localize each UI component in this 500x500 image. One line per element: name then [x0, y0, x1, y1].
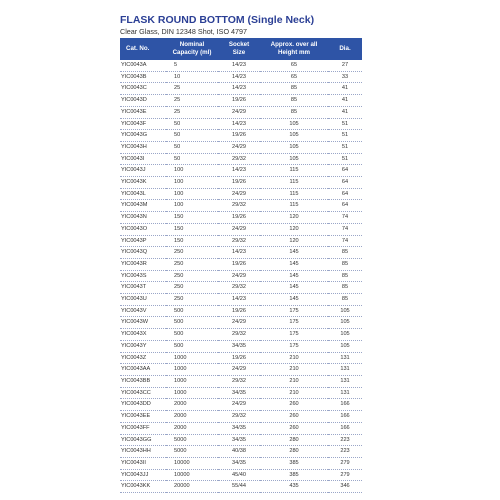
- cell-cat-no: YIC0043FF: [120, 422, 166, 434]
- cell-dia: 74: [328, 212, 362, 224]
- cell-height: 260: [260, 411, 328, 423]
- header-capacity: [166, 38, 218, 60]
- cell-capacity: 250: [166, 258, 218, 270]
- cell-capacity: 25: [166, 95, 218, 107]
- cell-socket-size: 19/26: [218, 305, 260, 317]
- cell-socket-size: 14/23: [218, 83, 260, 95]
- cell-cat-no: YIC0043DD: [120, 399, 166, 411]
- table-row: [120, 247, 362, 259]
- cell-cat-no: YIC0043J: [120, 165, 166, 177]
- cell-socket-size: 24/29: [218, 223, 260, 235]
- table-row: [120, 118, 362, 130]
- cell-height: 175: [260, 317, 328, 329]
- cell-cat-no: YIC0043A: [120, 60, 166, 71]
- cell-cat-no: YIC0043KK: [120, 481, 166, 493]
- cell-socket-size: 45/40: [218, 469, 260, 481]
- cell-socket-size: 19/26: [218, 130, 260, 142]
- header-socket: [218, 38, 260, 60]
- header-capacity-line2: Capacity (ml): [172, 49, 212, 56]
- cell-capacity: 500: [166, 340, 218, 352]
- header-height-line1: Approx. over all: [270, 41, 318, 48]
- cell-height: 210: [260, 387, 328, 399]
- header-dia: Dia.: [328, 38, 362, 60]
- header-cat-no: Cat. No.: [120, 38, 166, 60]
- cell-cat-no: YIC0043P: [120, 235, 166, 247]
- cell-cat-no: YIC0043HH: [120, 446, 166, 458]
- cell-socket-size: 29/32: [218, 375, 260, 387]
- cell-cat-no: YIC0043S: [120, 270, 166, 282]
- cell-capacity: 500: [166, 305, 218, 317]
- cell-capacity: 250: [166, 294, 218, 306]
- cell-height: 120: [260, 212, 328, 224]
- cell-cat-no: YIC0043N: [120, 212, 166, 224]
- cell-cat-no: YIC0043G: [120, 130, 166, 142]
- cell-socket-size: 14/23: [218, 60, 260, 71]
- cell-capacity: 50: [166, 130, 218, 142]
- page-subtitle: Clear Glass, DIN 12348 Shot, ISO 4797: [120, 27, 248, 36]
- cell-socket-size: 29/32: [218, 329, 260, 341]
- cell-cat-no: YIC0043X: [120, 329, 166, 341]
- cell-capacity: 2000: [166, 422, 218, 434]
- cell-socket-size: 29/32: [218, 153, 260, 165]
- cell-height: 210: [260, 364, 328, 376]
- cell-height: 145: [260, 294, 328, 306]
- cell-height: 85: [260, 106, 328, 118]
- cell-cat-no: YIC0043Q: [120, 247, 166, 259]
- cell-socket-size: 14/23: [218, 71, 260, 83]
- table-row: [120, 364, 362, 376]
- cell-socket-size: 24/29: [218, 399, 260, 411]
- table-row: [120, 141, 362, 153]
- cell-dia: 64: [328, 165, 362, 177]
- table-row: [120, 411, 362, 423]
- cell-socket-size: 34/35: [218, 457, 260, 469]
- cell-height: 175: [260, 340, 328, 352]
- table-row: [120, 106, 362, 118]
- cell-height: 120: [260, 235, 328, 247]
- cell-socket-size: 55/44: [218, 481, 260, 493]
- cell-socket-size: 24/29: [218, 364, 260, 376]
- cell-dia: 74: [328, 223, 362, 235]
- cell-socket-size: 19/26: [218, 212, 260, 224]
- cell-dia: 51: [328, 130, 362, 142]
- cell-cat-no: YIC0043JJ: [120, 469, 166, 481]
- table-row: [120, 340, 362, 352]
- cell-dia: 51: [328, 118, 362, 130]
- cell-dia: 131: [328, 364, 362, 376]
- spec-table: [120, 38, 362, 493]
- cell-capacity: 500: [166, 317, 218, 329]
- cell-dia: 85: [328, 294, 362, 306]
- cell-dia: 64: [328, 188, 362, 200]
- cell-height: 115: [260, 200, 328, 212]
- cell-socket-size: 24/29: [218, 188, 260, 200]
- cell-cat-no: YIC0043W: [120, 317, 166, 329]
- cell-cat-no: YIC0043B: [120, 71, 166, 83]
- cell-socket-size: 24/29: [218, 270, 260, 282]
- cell-socket-size: 19/26: [218, 95, 260, 107]
- cell-height: 65: [260, 60, 328, 71]
- cell-capacity: 1000: [166, 364, 218, 376]
- table-row: [120, 387, 362, 399]
- cell-height: 175: [260, 305, 328, 317]
- table-row: [120, 375, 362, 387]
- cell-socket-size: 34/35: [218, 422, 260, 434]
- cell-capacity: 5000: [166, 434, 218, 446]
- cell-dia: 41: [328, 106, 362, 118]
- cell-capacity: 150: [166, 223, 218, 235]
- cell-height: 280: [260, 446, 328, 458]
- header-height: [260, 38, 328, 60]
- cell-capacity: 2000: [166, 399, 218, 411]
- cell-dia: 166: [328, 399, 362, 411]
- header-socket-line1: Socket: [228, 41, 250, 48]
- cell-capacity: 2000: [166, 411, 218, 423]
- cell-dia: 85: [328, 258, 362, 270]
- cell-cat-no: YIC0043E: [120, 106, 166, 118]
- cell-dia: 279: [328, 469, 362, 481]
- cell-dia: 27: [328, 60, 362, 71]
- cell-height: 145: [260, 270, 328, 282]
- cell-capacity: 500: [166, 329, 218, 341]
- cell-cat-no: YIC0043GG: [120, 434, 166, 446]
- header-capacity-line1: Nominal: [179, 41, 205, 48]
- header-height-line2: Height mm: [278, 49, 310, 56]
- cell-capacity: 150: [166, 212, 218, 224]
- cell-socket-size: 24/29: [218, 317, 260, 329]
- cell-height: 145: [260, 282, 328, 294]
- cell-cat-no: YIC0043U: [120, 294, 166, 306]
- cell-height: 115: [260, 177, 328, 189]
- cell-height: 175: [260, 329, 328, 341]
- cell-cat-no: YIC0043O: [120, 223, 166, 235]
- cell-capacity: 5: [166, 60, 218, 71]
- cell-cat-no: YIC0043F: [120, 118, 166, 130]
- cell-dia: 51: [328, 141, 362, 153]
- cell-cat-no: YIC0043I: [120, 153, 166, 165]
- cell-height: 105: [260, 130, 328, 142]
- cell-capacity: 5000: [166, 446, 218, 458]
- cell-socket-size: 40/38: [218, 446, 260, 458]
- catalog-sheet: [120, 14, 362, 493]
- cell-height: 115: [260, 188, 328, 200]
- table-row: [120, 282, 362, 294]
- cell-socket-size: 29/32: [218, 200, 260, 212]
- table-row: [120, 165, 362, 177]
- cell-dia: 105: [328, 317, 362, 329]
- cell-capacity: 250: [166, 270, 218, 282]
- cell-dia: 346: [328, 481, 362, 493]
- header-socket-line2: Size: [232, 49, 246, 56]
- cell-capacity: 250: [166, 282, 218, 294]
- cell-capacity: 250: [166, 247, 218, 259]
- cell-capacity: 20000: [166, 481, 218, 493]
- table-row: [120, 481, 362, 493]
- cell-capacity: 1000: [166, 387, 218, 399]
- cell-capacity: 150: [166, 235, 218, 247]
- cell-dia: 85: [328, 270, 362, 282]
- table-row: [120, 434, 362, 446]
- cell-height: 280: [260, 434, 328, 446]
- table-row: [120, 212, 362, 224]
- cell-capacity: 10000: [166, 457, 218, 469]
- cell-dia: 105: [328, 305, 362, 317]
- cell-socket-size: 14/23: [218, 247, 260, 259]
- table-header: [120, 38, 362, 60]
- cell-cat-no: YIC0043AA: [120, 364, 166, 376]
- cell-socket-size: 29/32: [218, 411, 260, 423]
- table-row: [120, 258, 362, 270]
- table-row: [120, 457, 362, 469]
- cell-height: 260: [260, 399, 328, 411]
- cell-capacity: 10000: [166, 469, 218, 481]
- cell-capacity: 25: [166, 106, 218, 118]
- cell-height: 435: [260, 481, 328, 493]
- table-row: [120, 200, 362, 212]
- table-row: [120, 223, 362, 235]
- cell-socket-size: 14/23: [218, 165, 260, 177]
- cell-capacity: 50: [166, 153, 218, 165]
- cell-cat-no: YIC0043M: [120, 200, 166, 212]
- cell-dia: 131: [328, 352, 362, 364]
- table-row: [120, 317, 362, 329]
- table-row: [120, 235, 362, 247]
- cell-capacity: 100: [166, 177, 218, 189]
- cell-cat-no: YIC0043CC: [120, 387, 166, 399]
- table-row: [120, 177, 362, 189]
- cell-capacity: 50: [166, 141, 218, 153]
- table-row: [120, 188, 362, 200]
- table-row: [120, 422, 362, 434]
- cell-height: 385: [260, 469, 328, 481]
- cell-socket-size: 24/29: [218, 141, 260, 153]
- cell-dia: 85: [328, 247, 362, 259]
- cell-cat-no: YIC0043R: [120, 258, 166, 270]
- cell-dia: 64: [328, 177, 362, 189]
- cell-height: 145: [260, 247, 328, 259]
- cell-capacity: 1000: [166, 352, 218, 364]
- table-row: [120, 130, 362, 142]
- cell-height: 85: [260, 95, 328, 107]
- cell-cat-no: YIC0043K: [120, 177, 166, 189]
- cell-capacity: 100: [166, 188, 218, 200]
- cell-height: 105: [260, 118, 328, 130]
- cell-dia: 74: [328, 235, 362, 247]
- cell-cat-no: YIC0043BB: [120, 375, 166, 387]
- table-row: [120, 153, 362, 165]
- cell-height: 85: [260, 83, 328, 95]
- cell-dia: 223: [328, 446, 362, 458]
- cell-socket-size: 34/35: [218, 340, 260, 352]
- cell-cat-no: YIC0043Y: [120, 340, 166, 352]
- cell-capacity: 1000: [166, 375, 218, 387]
- cell-socket-size: 19/26: [218, 258, 260, 270]
- table-row: [120, 294, 362, 306]
- cell-cat-no: YIC0043C: [120, 83, 166, 95]
- cell-dia: 279: [328, 457, 362, 469]
- cell-cat-no: YIC0043T: [120, 282, 166, 294]
- cell-cat-no: YIC0043V: [120, 305, 166, 317]
- cell-height: 120: [260, 223, 328, 235]
- cell-height: 105: [260, 153, 328, 165]
- cell-socket-size: 14/23: [218, 294, 260, 306]
- cell-socket-size: 34/35: [218, 387, 260, 399]
- cell-height: 210: [260, 352, 328, 364]
- cell-height: 260: [260, 422, 328, 434]
- cell-socket-size: 24/29: [218, 106, 260, 118]
- cell-dia: 105: [328, 340, 362, 352]
- table-row: [120, 305, 362, 317]
- cell-height: 385: [260, 457, 328, 469]
- cell-height: 105: [260, 141, 328, 153]
- cell-height: 115: [260, 165, 328, 177]
- page-title: FLASK ROUND BOTTOM (Single Neck): [120, 14, 315, 26]
- cell-dia: 166: [328, 422, 362, 434]
- cell-dia: 41: [328, 83, 362, 95]
- cell-cat-no: YIC0043D: [120, 95, 166, 107]
- table-body: [120, 60, 362, 493]
- cell-dia: 64: [328, 200, 362, 212]
- cell-dia: 131: [328, 387, 362, 399]
- cell-dia: 51: [328, 153, 362, 165]
- cell-cat-no: YIC0043EE: [120, 411, 166, 423]
- cell-socket-size: 29/32: [218, 282, 260, 294]
- cell-cat-no: YIC0043L: [120, 188, 166, 200]
- cell-dia: 41: [328, 95, 362, 107]
- cell-socket-size: 14/23: [218, 118, 260, 130]
- cell-capacity: 100: [166, 200, 218, 212]
- table-row: [120, 270, 362, 282]
- cell-socket-size: 19/26: [218, 177, 260, 189]
- table-row: [120, 399, 362, 411]
- cell-socket-size: 19/26: [218, 352, 260, 364]
- cell-height: 145: [260, 258, 328, 270]
- cell-dia: 105: [328, 329, 362, 341]
- cell-dia: 166: [328, 411, 362, 423]
- cell-capacity: 25: [166, 83, 218, 95]
- cell-socket-size: 29/32: [218, 235, 260, 247]
- cell-capacity: 100: [166, 165, 218, 177]
- cell-dia: 131: [328, 375, 362, 387]
- cell-dia: 33: [328, 71, 362, 83]
- cell-socket-size: 34/35: [218, 434, 260, 446]
- cell-dia: 223: [328, 434, 362, 446]
- cell-capacity: 10: [166, 71, 218, 83]
- cell-height: 210: [260, 375, 328, 387]
- cell-cat-no: YIC0043H: [120, 141, 166, 153]
- table-row: [120, 469, 362, 481]
- cell-capacity: 50: [166, 118, 218, 130]
- table-row: [120, 95, 362, 107]
- cell-dia: 85: [328, 282, 362, 294]
- table-row: [120, 352, 362, 364]
- table-row: [120, 329, 362, 341]
- table-row: [120, 446, 362, 458]
- cell-cat-no: YIC0043II: [120, 457, 166, 469]
- table-row: [120, 60, 362, 71]
- table-row: [120, 71, 362, 83]
- cell-cat-no: YIC0043Z: [120, 352, 166, 364]
- cell-height: 65: [260, 71, 328, 83]
- table-row: [120, 83, 362, 95]
